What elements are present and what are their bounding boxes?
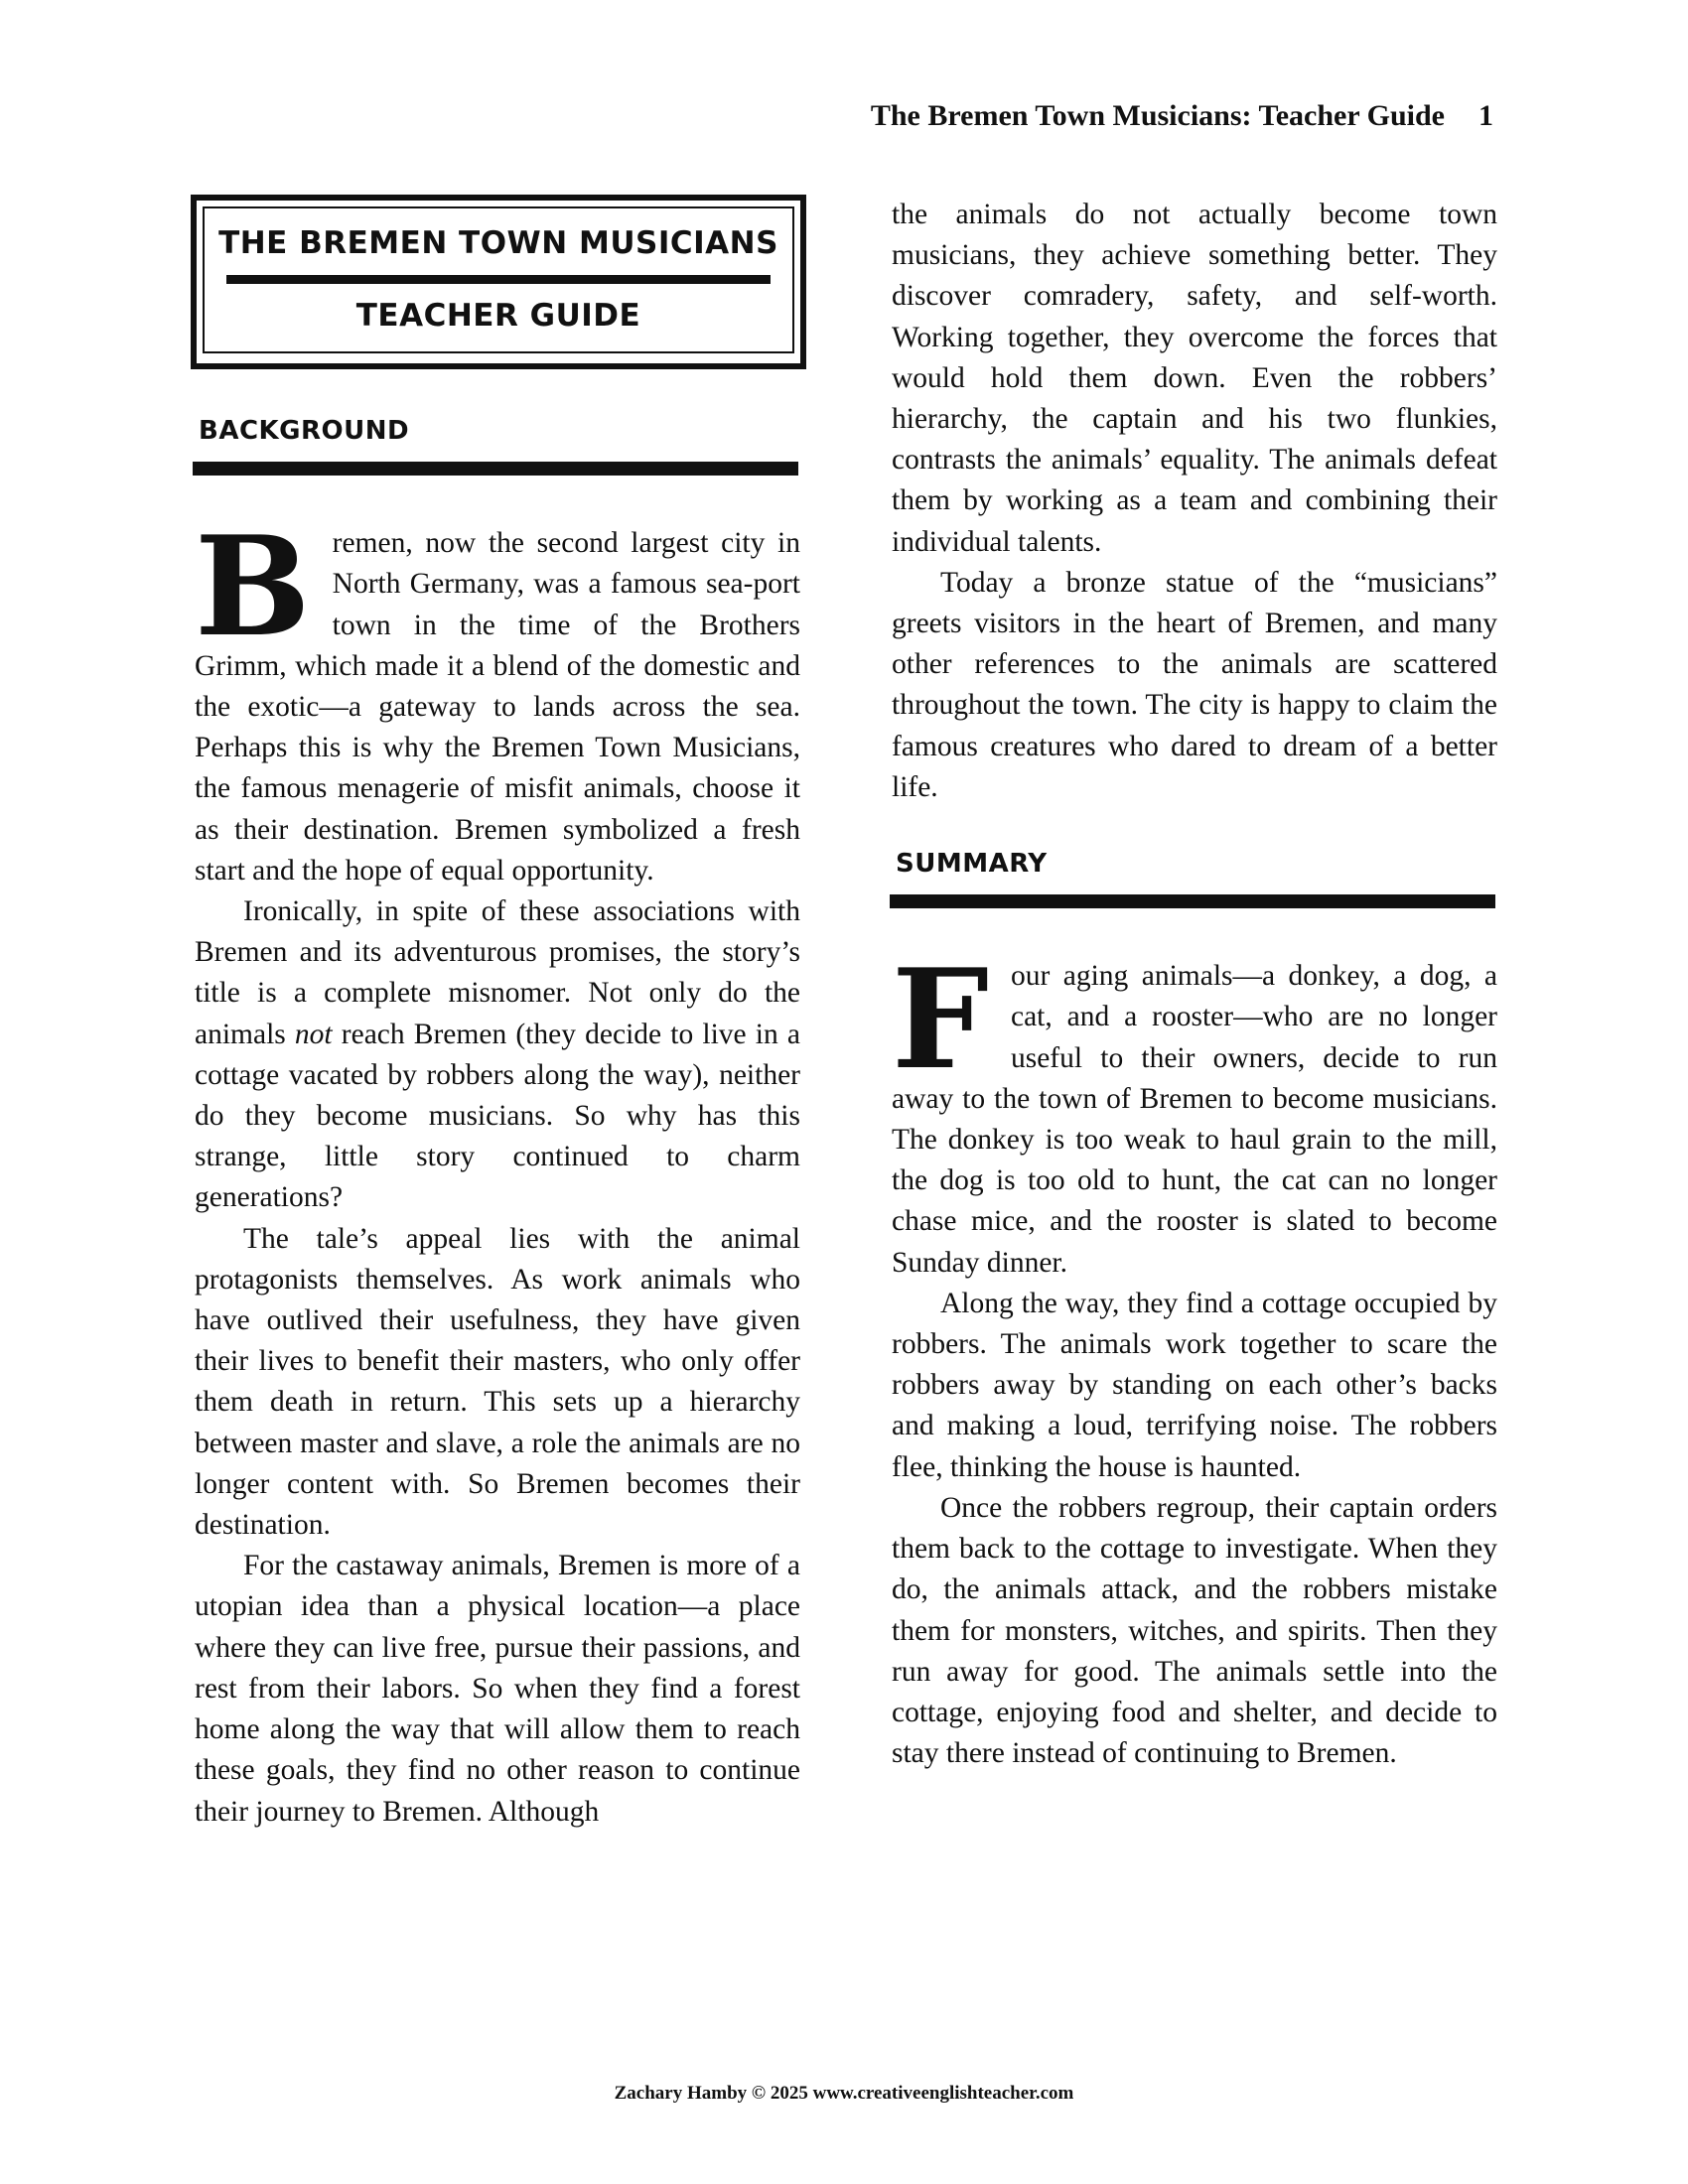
right-column <box>892 195 1497 1774</box>
summary-paragraph-3: Once the robbers regroup, their captain orders them back to the cottage to investigate. When they do, the animals attack, and the robbers mistake them for monsters, witches, and spirits. Then they run away for good. The animals settle into the cottage, enjoying food and shelter, and decide to stay there instead of continuing to Bremen. <box>892 1491 1497 1770</box>
left-column <box>195 195 800 1833</box>
summary-rule <box>890 894 1495 908</box>
title-box <box>191 195 806 369</box>
document-subtitle: TEACHER GUIDE <box>355 297 641 334</box>
background-rule <box>193 462 798 476</box>
background-paragraph-5: Today a bronze statue of the “musicians” greets visitors in the heart of Bremen, and many other references to the animals are scattered throughout the town. The city is happy to claim the famous creatures who dared to dream of a better life. <box>892 566 1497 803</box>
title-divider <box>226 275 771 284</box>
summary-dropcap: F <box>892 938 989 1101</box>
background-paragraph-4-continued: the animals do not actually become town musicians, they achieve something better. They discover comradery, safety, and self-worth. Working together, they overcome the forces that would hold them down. Even the robbers’ hierarchy, the captain and his two flunkies, contrasts the animals’ equality. The animals defeat them by working as a team and combining their individual talents. <box>892 199 1497 558</box>
background-paragraph-2: Ironically, in spite of these associations with Bremen and its adventurous promises, the story’s title is a complete misnomer. Not only do the animals not reach Bremen (they decide to live in a cottage vacated by robbers along the way), neither do they become musicians. So why has this strange, little story continued to charm generations? <box>195 895 800 1214</box>
background-paragraph-1: Bremen, now the second largest city in North Germany, was a famous sea-port town in the time of the Brothers Grimm, which made it a blend of the domestic and the exotic—a gateway to lands across the sea. Perhaps this is why the Bremen Town Musicians, the famous menagerie of misfit animals, choose it as their destination. Bremen symbolized a fresh start and the hope of equal opportunity. <box>195 505 800 887</box>
summary-heading: SUMMARY <box>896 849 1048 880</box>
background-heading: BACKGROUND <box>199 416 410 446</box>
background-paragraph-4: For the castaway animals, Bremen is more of a utopian idea than a physical location—a place where they can live free, pursue their passions, and rest from their labors. So when they find a forest home along the way that will allow them to reach these goals, they find no other reason to continue their journey to Bremen. Although <box>195 1550 800 1828</box>
background-paragraph-3: The tale’s appeal lies with the animal protagonists themselves. As work animals who have outlived their usefulness, they have given their lives to benefit their masters, who only offer them death in return. This sets up a hierarchy between master and slave, a role the animals are no longer content with. So Bremen becomes their destination. <box>195 1222 800 1542</box>
summary-paragraph-2: Along the way, they find a cottage occupied by robbers. The animals work together to scare the robbers away by standing on each other’s backs and making a loud, terrifying noise. The robbers flee, thinking the house is haunted. <box>892 1287 1497 1483</box>
document-title: THE BREMEN TOWN MUSICIANS <box>218 225 778 262</box>
running-header <box>871 99 1493 133</box>
summary-paragraph-1: Four aging animals—a donkey, a dog, a cat, and a rooster—who are no longer useful to their owners, decide to run away to the town of Bremen to become musicians. The donkey is too weak to haul grain to the mill, the dog is too old to hunt, the cat can no longer chase mice, and the rooster is slated to become Sunday dinner. <box>892 938 1497 1279</box>
footer: Zachary Hamby © 2025 www.creativeenglishteacher.com <box>614 2083 1074 2104</box>
header-title: The Bremen Town Musicians: Teacher Guide <box>870 99 1445 132</box>
page-number: 1 <box>1478 99 1493 132</box>
background-dropcap: B <box>195 505 311 668</box>
